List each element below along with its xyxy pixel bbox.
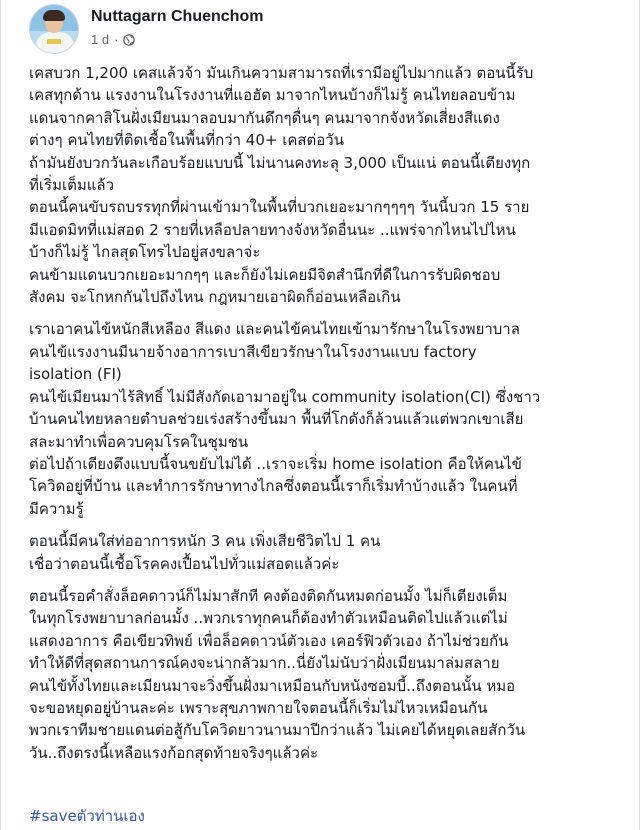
avatar[interactable] — [29, 4, 79, 54]
post-timestamp[interactable]: 1 d — [91, 32, 110, 47]
hashtag-container — [29, 806, 145, 826]
post-meta — [91, 7, 263, 48]
hashtag-link[interactable]: #saveตัวท่านเอง — [29, 807, 145, 825]
post-subline — [91, 32, 263, 48]
separator-dot: · — [114, 32, 119, 47]
author-name[interactable]: Nuttagarn Chuenchom — [91, 8, 264, 25]
post-paragraph: เคสบวก 1,200 เคสแล้วจ้า มันเกินความสามารถที่เรามีอยู่ไปมากแล้ว ตอนนี้รับ เคสทุกด้าน แรงงานในโรงงานที่แอฮัด มาจากไหนบ้างก็ไม่รู้ คนไทยลอบข้าม แดนจากคาสิโนฝั่งเมียนมาลอบมากันดึกๆดื่นๆ คนมาจากจังหวัดเสี่ยงสีแดง ต่างๆ คนไทยที่ติดเชื้อในพื้นที่กว่า 40+ เคสต่อวัน ถ้ามันยังบวกวันละเกือบร้อยแบบนี้ ไม่นานคงทะลุ 3,000 เป็นแน่ ตอนนี้เตียงทุก ที่เริ่มเต็มแล้ว ตอนนี้คนขับรถบรรทุกที่ผ่านเข้ามาในพื้นที่บวกเยอะมากๆๆๆๆ วันนี้บวก 15 ราย มีแอดมิทที่แม่สอด 2 รายที่เหลือปลายทางจังหวัดอื่นนะ ..แพร่จากไหนไปไหน บ้างก็ไม่รู้ ไกลสุดโทรไปอยู่สงขลาจ่ะ คนข้ามแดนบวกเยอะมากๆๆ และก็ยังไม่เคยมีจิตสำนึกที่ดีในการรับผิดชอบ สังคม จะโกหกกันไปถึงไหน กฎหมายเอาผิดก็อ่อนเหลือเกิน — [29, 64, 534, 307]
globe-icon[interactable] — [123, 34, 135, 46]
post-header — [29, 4, 263, 58]
post-body — [29, 62, 619, 764]
post-paragraph: ตอนนี้รอคำสั่งล็อคดาวน์ก็ไม่มาสักที คงต้องติดกันหมดก่อนมั้ง ไม่ก็เตียงเต็ม ในทุกโรงพยาบาลก่อนมั้ง ..พวกเราทุกคนก็ต้องทำตัวเหมือนติดไปแล้วแต่ไม่ แสดงอาการ คือเขียวทิพย์ เพื่อล็อคดาวน์ตัวเอง เคอร์ฟิวตัวเอง ถ้าไม่ช่วยกัน ทำให้ดีที่สุดสถานการณ์คงจะน่ากลัวมาก..นี่ยังไม่นับว่าฝั่งเมียนมาล่มสลาย คนไข้ทั้งไทยและเมียนมาจะวิ่งขึ้นฝั่งมาเหมือนกับหนังซอมบี้..ถึงตอนนั้น หมอ จะขอหยุดอยู่บ้านละค่ะ เพราะสุขภาพกายใจตอนนี้ก็เริ่มไม่ไหวเหมือนกัน พวกเราทีมชายแดนต่อสู้กับโควิดยาวนานมาปีกว่าแล้ว ไม่เคยได้หยุดเลยสักวัน วัน..ถึงตรงนี้เหลือแรงก้อกสุดท้ายจริงๆแล้วค่ะ — [29, 586, 526, 762]
post-paragraph: ตอนนี้มีคนใส่ท่ออาการหนัก 3 คน เพิ่งเสียชีวิตไป 1 คน เชื่อว่าตอนนี้เชื้อโรคคงเปื้อนไปทั่วแม่สอดแล้วค่ะ — [29, 532, 381, 573]
post-paragraph: เราเอาคนไข้หนักสีเหลือง สีแดง และคนไข้คนไทยเข้ามารักษาในโรงพยาบาล คนไข้แรงงานมีนายจ้างอาการเบาสีเขียวรักษาในโรงงานแบบ factory isolation (FI) คนไข้เมียนมาไร้สิทธิ์ ไม่มีสังกัดเอามาอยู่ใน community isolation(CI) ซึ่งชาว บ้านคนไทยหลายตำบลช่วยเร่งสร้างขึ้นมา พื้นที่โกดังก็ล้วนแล้วแต่พวกเขาเสีย สละมาทำเพื่อควบคุมโรคในชุมชน ต่อไปถ้าเตียงตึงแบบนี้จนขยับไม่ได้ ..เราจะเริ่ม home isolation คือให้คนไข้ โควิดอยู่ที่บ้าน และทำการรักษาทางไกลซึ่งตอนนี้เราก็เริ่มทำบ้างแล้ว ในคนที่ มีความรู้ — [29, 320, 541, 518]
